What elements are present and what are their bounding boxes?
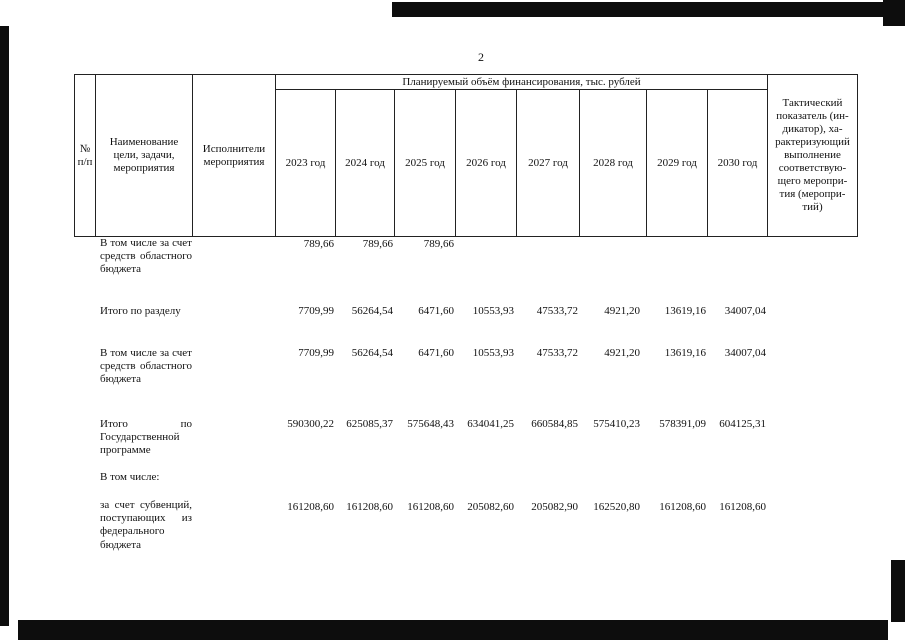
table-cell-value: 6471,60 (418, 347, 454, 359)
row-label: за счет субвенций, поступающих из федерального бюджета (100, 499, 192, 551)
header-indicator: Тактический показатель (ин- дикатор), ха- рактеризующий выполнение соответствую- щего меропри- тия (меропри- тий) (775, 97, 850, 213)
header-name: Наименование цели, задачи, мероприятия (109, 136, 179, 174)
table-cell-value: 634041,25 (467, 418, 514, 430)
row-label: В том числе за счет средств областного бюджета (100, 237, 192, 276)
table-cell-value: 10553,93 (472, 305, 514, 317)
row-label: В том числе за счет средств областного бюджета (100, 347, 192, 386)
table-cell-value: 4921,20 (604, 347, 640, 359)
table-cell-value: 789,66 (303, 238, 334, 250)
table-cell-value: 6471,60 (418, 305, 454, 317)
row-label: В том числе: (100, 471, 160, 483)
header-year-2030: 2030 год (717, 156, 758, 169)
table-cell-value: 205082,90 (531, 501, 578, 513)
row-label: Итого по разделу (100, 305, 181, 317)
header-executors: Исполнители мероприятия (202, 142, 266, 168)
table-cell-value: 789,66 (362, 238, 393, 250)
table-cell-value: 7709,99 (298, 305, 334, 317)
table-header (74, 74, 858, 237)
scan-border-top (392, 2, 887, 17)
header-year-2028: 2028 год (593, 156, 633, 169)
scan-border-right-top (883, 0, 905, 26)
table-cell-value: 161208,60 (659, 501, 706, 513)
table-cell-value: 34007,04 (724, 347, 766, 359)
table-cell-value: 47533,72 (536, 347, 578, 359)
table-cell-value: 625085,37 (346, 418, 393, 430)
table-cell-value: 34007,04 (724, 305, 766, 317)
header-year-2027: 2027 год (528, 156, 568, 169)
table-cell-value: 575648,43 (407, 418, 454, 430)
table-cell-value: 10553,93 (472, 347, 514, 359)
table-cell-value: 205082,60 (467, 501, 514, 513)
scan-border-left (0, 26, 9, 626)
table-cell-value: 590300,22 (287, 418, 334, 430)
table-cell-value: 162520,80 (593, 501, 640, 513)
table-cell-value: 4921,20 (604, 305, 640, 317)
header-year-2023: 2023 год (285, 156, 326, 169)
table-cell-value: 56264,54 (351, 347, 393, 359)
row-label: Итого по Государственной программе (100, 418, 192, 457)
table-cell-value: 660584,85 (531, 418, 578, 430)
header-year-2026: 2026 год (466, 156, 506, 169)
table-cell-value: 161208,60 (407, 501, 454, 513)
scan-border-bottom (18, 620, 888, 640)
table-cell-value: 578391,09 (659, 418, 706, 430)
table-cell-value: 575410,23 (593, 418, 640, 430)
table-cell-value: 47533,72 (536, 305, 578, 317)
table-cell-value: 7709,99 (298, 347, 334, 359)
table-cell-value: 789,66 (423, 238, 454, 250)
header-year-2025: 2025 год (405, 156, 445, 169)
table-cell-value: 13619,16 (664, 347, 706, 359)
table-cell-value: 56264,54 (351, 305, 393, 317)
header-num: № п/п (77, 142, 93, 168)
table-cell-value: 161208,60 (346, 501, 393, 513)
table-cell-value: 604125,31 (719, 418, 766, 430)
header-financing-title: Планируемый объём финансирования, тыс. рублей (402, 75, 641, 88)
header-year-2029: 2029 год (657, 156, 697, 169)
page-number: 2 (478, 50, 484, 64)
table-cell-value: 161208,60 (287, 501, 334, 513)
scan-border-right-bottom (891, 560, 905, 622)
table-cell-value: 13619,16 (664, 305, 706, 317)
table-cell-value: 161208,60 (719, 501, 766, 513)
header-year-2024: 2024 год (345, 156, 385, 169)
